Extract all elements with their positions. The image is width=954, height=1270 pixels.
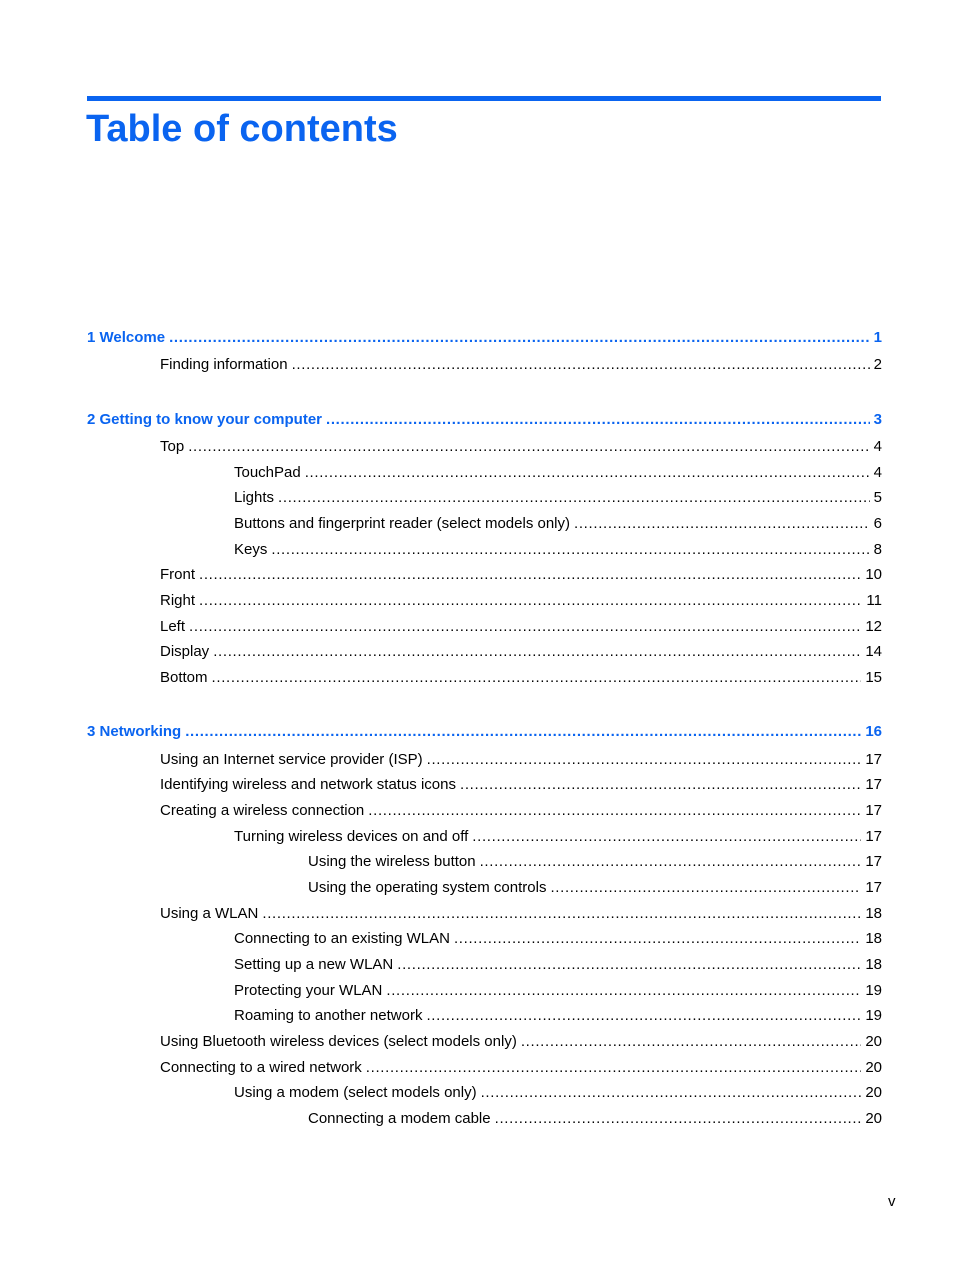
toc-entry-page: 19 — [865, 982, 882, 999]
toc-entry[interactable] — [160, 355, 882, 375]
toc-entry-label: Connecting a modem cable — [308, 1110, 491, 1127]
toc-entry-page: 17 — [865, 879, 882, 896]
toc-entry-page: 2 — [873, 356, 882, 373]
toc-entry-page: 18 — [865, 956, 882, 973]
toc-entry[interactable] — [234, 1083, 882, 1103]
toc-entry[interactable] — [160, 1058, 882, 1078]
toc-entry-page: 17 — [865, 751, 882, 768]
toc-entry-label: Using a modem (select models only) — [234, 1084, 477, 1101]
dot-leader — [213, 642, 861, 662]
dot-leader — [212, 668, 862, 688]
toc-entry-label: Right — [160, 592, 196, 609]
toc-chapter-entry[interactable] — [87, 328, 882, 348]
toc-entry-label: Display — [160, 643, 210, 660]
toc-entry-label: 3 Networking — [87, 723, 182, 740]
toc-entry-label: Connecting to a wired network — [160, 1059, 362, 1076]
dot-leader — [472, 827, 861, 847]
toc-entry-label: Using Bluetooth wireless devices (select models only) — [160, 1033, 517, 1050]
toc-entry-page: 4 — [873, 438, 882, 455]
toc-entry-label: Buttons and fingerprint reader (select models only) — [234, 515, 571, 532]
toc-entry-label: Lights — [234, 489, 275, 506]
toc-entry-label: Top — [160, 438, 185, 455]
toc-entry[interactable] — [308, 878, 882, 898]
toc-entry[interactable] — [160, 904, 882, 924]
page-number: v — [888, 1193, 896, 1210]
toc-entry[interactable] — [234, 514, 882, 534]
dot-leader — [481, 1083, 862, 1103]
toc-entry-page: 11 — [866, 592, 882, 609]
toc-entry-label: Identifying wireless and network status icons — [160, 776, 456, 793]
toc-entry-page: 6 — [873, 515, 882, 532]
toc-entry-page: 17 — [865, 776, 882, 793]
toc-entry-page: 14 — [865, 643, 882, 660]
toc-entry[interactable] — [234, 488, 882, 508]
toc-entry[interactable] — [160, 750, 882, 770]
toc-entry-label: Using the operating system controls — [308, 879, 547, 896]
toc-entry-label: Roaming to another network — [234, 1007, 423, 1024]
toc-entry[interactable] — [234, 955, 882, 975]
toc-entry[interactable] — [160, 801, 882, 821]
toc-entry-label: 2 Getting to know your computer — [87, 411, 323, 428]
dot-leader — [199, 565, 861, 585]
toc-entry[interactable] — [160, 1032, 882, 1052]
dot-leader — [271, 540, 869, 560]
dot-leader — [550, 878, 861, 898]
toc-entry-label: Front — [160, 566, 196, 583]
toc-entry-page: 20 — [865, 1059, 882, 1076]
toc-entry[interactable] — [160, 668, 882, 688]
dot-leader — [574, 514, 870, 534]
dot-leader — [326, 410, 870, 430]
toc-entry[interactable] — [308, 852, 882, 872]
dot-leader — [366, 1058, 862, 1078]
toc-entry-page: 17 — [865, 802, 882, 819]
toc-chapter-entry[interactable] — [87, 722, 882, 742]
dot-leader — [521, 1032, 861, 1052]
dot-leader — [386, 981, 861, 1001]
dot-leader — [495, 1109, 862, 1129]
toc-entry[interactable] — [234, 1006, 882, 1026]
toc-entry-page: 1 — [873, 329, 882, 346]
toc-entry-label: Using a WLAN — [160, 905, 259, 922]
toc-entry-page: 8 — [873, 541, 882, 558]
toc-entry-page: 5 — [873, 489, 882, 506]
toc-entry-label: Protecting your WLAN — [234, 982, 383, 999]
toc-entry-page: 18 — [865, 930, 882, 947]
toc-entry-label: Using an Internet service provider (ISP) — [160, 751, 423, 768]
dot-leader — [305, 463, 870, 483]
toc-entry[interactable] — [234, 929, 882, 949]
toc-entry-page: 19 — [865, 1007, 882, 1024]
toc-entry-page: 18 — [865, 905, 882, 922]
dot-leader — [426, 1006, 861, 1026]
dot-leader — [460, 775, 861, 795]
toc-entry-page: 17 — [865, 828, 882, 845]
toc-entry-label: Left — [160, 618, 186, 635]
dot-leader — [278, 488, 870, 508]
dot-leader — [427, 750, 862, 770]
toc-entry[interactable] — [308, 1109, 882, 1129]
toc-entry-label: Connecting to an existing WLAN — [234, 930, 450, 947]
toc-entry-label: Using the wireless button — [308, 853, 476, 870]
toc-entry-page: 20 — [865, 1110, 882, 1127]
dot-leader — [397, 955, 861, 975]
toc-entry-page: 16 — [865, 723, 882, 740]
dot-leader — [368, 801, 861, 821]
toc-entry-label: Keys — [234, 541, 268, 558]
toc-entry-page: 17 — [865, 853, 882, 870]
dot-leader — [199, 591, 862, 611]
toc-entry[interactable] — [160, 565, 882, 585]
toc-entry-page: 4 — [873, 464, 882, 481]
dot-leader — [262, 904, 861, 924]
toc-entry[interactable] — [160, 437, 882, 457]
toc-entry-page: 10 — [865, 566, 882, 583]
toc-chapter-entry[interactable] — [87, 410, 882, 430]
dot-leader — [480, 852, 862, 872]
toc-entry[interactable] — [234, 540, 882, 560]
toc-entry-page: 12 — [865, 618, 882, 635]
toc-entry-label: TouchPad — [234, 464, 301, 481]
toc-entry-label: Finding information — [160, 356, 288, 373]
toc-entry[interactable] — [160, 617, 882, 637]
toc-entry[interactable] — [234, 981, 882, 1001]
toc-entry[interactable] — [160, 775, 882, 795]
dot-leader — [185, 722, 861, 742]
toc-entry-label: Bottom — [160, 669, 208, 686]
toc-entry-label: Setting up a new WLAN — [234, 956, 394, 973]
toc-entry[interactable] — [234, 463, 882, 483]
page-title: Table of contents — [86, 108, 398, 150]
toc-entry-label: Creating a wireless connection — [160, 802, 365, 819]
toc-entry-page: 15 — [865, 669, 882, 686]
dot-leader — [454, 929, 861, 949]
dot-leader — [188, 437, 869, 457]
dot-leader — [292, 355, 870, 375]
toc-entry-page: 3 — [873, 411, 882, 428]
toc-entry-page: 20 — [865, 1084, 882, 1101]
toc-entry[interactable] — [234, 827, 882, 847]
toc-entry-page: 20 — [865, 1033, 882, 1050]
toc-entry[interactable] — [160, 642, 882, 662]
toc-entry-label: Turning wireless devices on and off — [234, 828, 469, 845]
toc-entry-label: 1 Welcome — [87, 329, 166, 346]
toc-entry[interactable] — [160, 591, 882, 611]
dot-leader — [169, 328, 870, 348]
dot-leader — [189, 617, 861, 637]
